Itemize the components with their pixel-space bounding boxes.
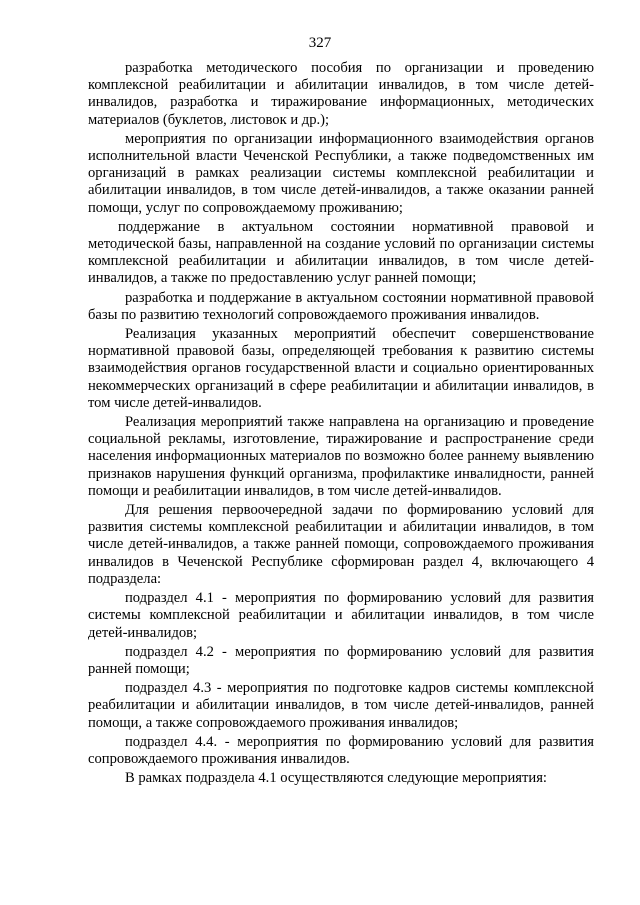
paragraph-1: разработка методического пособия по организации и проведению комплексной реабилитации и абилитации инвалидов, в том числе детей-инвалидов, разработка и тиражирование информационных, методических материалов (буклетов, листовок и др.);: [88, 60, 594, 128]
page-number: 327: [308, 35, 332, 51]
paragraph-5: Реализация указанных мероприятий обеспечит совершенствование нормативной правовой базы, определяющей требования к развитию системы взаимодействия органов государственной власти и социально ориентированных некоммерческих организаций в сфере реабилитации и абилитации инвалидов, в том числе детей-инвалидов.: [88, 326, 594, 411]
paragraph-12: В рамках подраздела 4.1 осуществляются следующие мероприятия:: [125, 770, 547, 787]
paragraph-7: Для решения первоочередной задачи по формированию условий для развития системы комплексной реабилитации и абилитации инвалидов, в том числе детей-инвалидов, а также ранней помощи, сопровождаемого проживания инвалидов в Чеченской Республике сформирован раздел 4, включающего 4 подраздела:: [88, 502, 594, 587]
paragraph-3: поддержание в актуальном состоянии нормативной правовой и методической базы, направленной на создание условий по организации системы комплексной реабилитации и абилитации инвалидов, в том числе детей-инвалидов, а также по предоставлению услуг ранней помощи;: [88, 218, 594, 287]
paragraph-4: разработка и поддержание в актуальном состоянии нормативной правовой базы по развитию технологий сопровождаемого проживания инвалидов.: [88, 289, 594, 323]
paragraph-8: подраздел 4.1 - мероприятия по формированию условий для развития системы комплексной реабилитации и абилитации инвалидов, в том числе детей-инвалидов;: [88, 590, 594, 641]
paragraph-9: подраздел 4.2 - мероприятия по формированию условий для развития ранней помощи;: [88, 643, 594, 677]
paragraph-10: подраздел 4.3 - мероприятия по подготовке кадров системы комплексной реабилитации и абилитации инвалидов, в том числе детей-инвалидов, ранней помощи, а также сопровождаемого проживания инвалидов;: [88, 680, 594, 731]
paragraph-6: Реализация мероприятий также направлена на организацию и проведение социальной рекламы, изготовление, тиражирование и распространение среди населения информационных материалов по возможно более раннему выявлению признаков нарушения функций организма, профилактике инвалидности, ранней помощи и реабилитации инвалидов, в том числе детей-инвалидов.: [88, 414, 594, 499]
paragraph-11: подраздел 4.4. - мероприятия по формированию условий для развития сопровождаемого проживания инвалидов.: [88, 733, 594, 767]
paragraph-2: мероприятия по организации информационного взаимодействия органов исполнительной власти Чеченской Республики, а также подведомственных им организаций в рамках реализации системы комплексной реабилитации и абилитации инвалидов, в том числе детей-инвалидов, а также оказании ранней помощи, услуг по сопровождаемому проживанию;: [88, 130, 594, 216]
body-text: [88, 60, 594, 789]
